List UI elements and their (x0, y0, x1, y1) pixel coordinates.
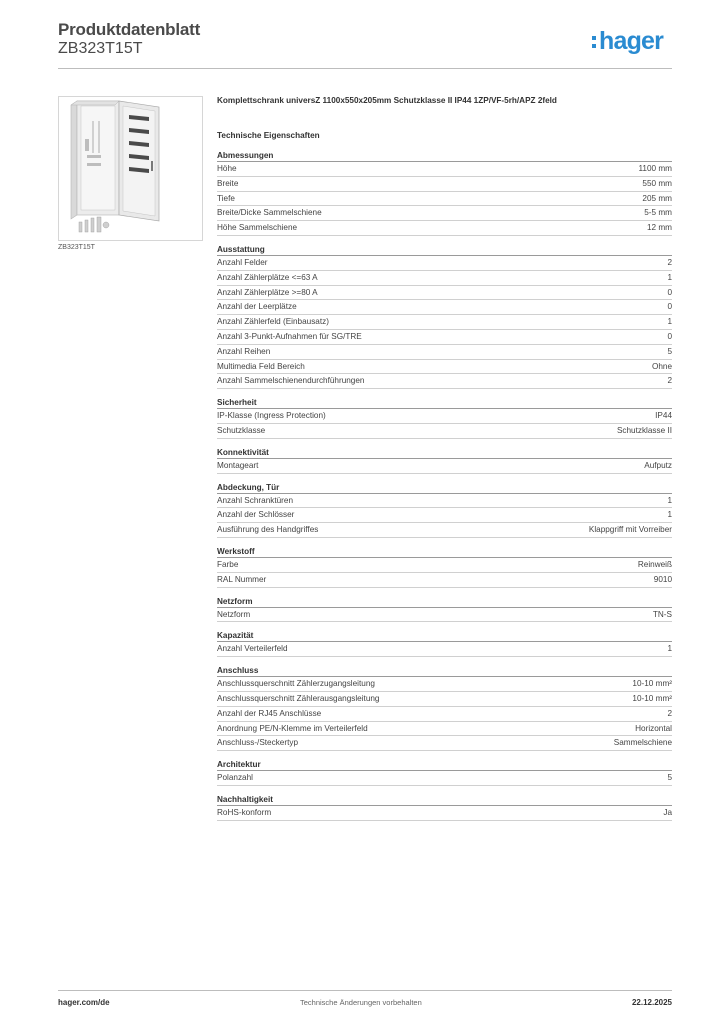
spec-row (217, 162, 672, 177)
footer-divider (58, 990, 672, 991)
spec-label: Farbe (217, 559, 239, 569)
spec-value: 5 (667, 773, 672, 783)
spec-value: 1 (667, 317, 672, 327)
spec-row (217, 409, 672, 424)
image-caption: ZB323T15T (58, 244, 95, 251)
spec-label: RAL Nummer (217, 574, 267, 584)
spec-value: 1100 mm (638, 164, 672, 173)
spec-section (217, 630, 672, 657)
spec-section (217, 447, 672, 474)
spec-value: Reinweiß (637, 559, 672, 569)
footer-notice: Technische Änderungen vorbehalten (300, 998, 422, 1007)
spec-label: RoHS-konform (217, 807, 272, 817)
spec-label: Multimedia Feld Bereich (217, 361, 305, 371)
section-title: Kapazität (217, 630, 672, 642)
spec-label: Höhe (217, 164, 237, 173)
spec-row (217, 256, 672, 271)
spec-value: 12 mm (646, 223, 672, 233)
spec-row (217, 424, 672, 439)
spec-row (217, 806, 672, 821)
spec-label: Anzahl Schranktüren (217, 495, 294, 505)
spec-row (217, 221, 672, 236)
spec-label: Anschlussquerschnitt Zählerausgangsleitung (217, 693, 380, 703)
spec-value: 1 (667, 644, 672, 654)
spec-value: 10-10 mm² (632, 679, 672, 689)
spec-value: Klappgriff mit Vorreiber (588, 525, 672, 535)
spec-row (217, 494, 672, 509)
spec-label: Anordnung PE/N-Klemme im Verteilerfeld (217, 723, 368, 733)
spec-content (217, 96, 672, 821)
spec-value: Schutzklasse II (616, 425, 672, 435)
spec-label: Anzahl Zählerplätze >=80 A (217, 287, 318, 297)
section-title: Netzform (217, 596, 672, 608)
spec-label: Netzform (217, 609, 251, 619)
spec-value: 9010 (653, 574, 672, 584)
spec-value: 1 (667, 272, 672, 282)
technical-properties-heading: Technische Eigenschaften (217, 131, 320, 140)
logo-text: hager (599, 27, 664, 55)
spec-section (217, 596, 672, 623)
spec-row (217, 692, 672, 707)
section-title: Ausstattung (217, 244, 672, 256)
section-title: Abmessungen (217, 150, 672, 162)
spec-label: Anzahl der Leerplätze (217, 302, 297, 312)
spec-label: Anschlussquerschnitt Zählerzugangsleitung (217, 679, 375, 689)
spec-label: Tiefe (217, 193, 235, 203)
spec-row (217, 736, 672, 751)
spec-value: IP44 (655, 411, 672, 421)
header-divider (58, 68, 672, 69)
spec-section (217, 759, 672, 786)
product-code: ZB323T15T (58, 40, 143, 57)
spec-label: Anzahl der Schlösser (217, 510, 295, 520)
spec-row (217, 286, 672, 301)
spec-row (217, 608, 672, 623)
spec-label: Anschluss-/Steckertyp (217, 738, 298, 748)
spec-row (217, 523, 672, 538)
spec-value: Aufputz (644, 460, 672, 470)
section-title: Werkstoff (217, 546, 672, 558)
section-title: Architektur (217, 759, 672, 771)
spec-label: Anzahl der RJ45 Anschlüsse (217, 708, 322, 718)
spec-label: Breite (217, 178, 239, 188)
section-title: Sicherheit (217, 397, 672, 409)
spec-label: Anzahl Sammelschienendurchführungen (217, 376, 365, 386)
spec-value: 2 (667, 708, 672, 718)
spec-value: 550 mm (642, 178, 672, 188)
spec-section (217, 794, 672, 821)
spec-value: 0 (667, 302, 672, 312)
spec-section (217, 482, 672, 538)
spec-label: Höhe Sammelschiene (217, 223, 298, 233)
spec-value: 205 mm (642, 193, 672, 203)
spec-row (217, 206, 672, 221)
spec-row (217, 707, 672, 722)
spec-value: 1 (667, 495, 672, 505)
spec-value: 5 (667, 346, 672, 356)
spec-label: Ausführung des Handgriffes (217, 525, 319, 535)
spec-section (217, 150, 672, 236)
spec-label: Anzahl Felder (217, 257, 268, 267)
hager-logo (592, 27, 663, 55)
spec-section (217, 397, 672, 439)
spec-label: Anzahl Verteilerfeld (217, 644, 288, 654)
spec-value: Sammelschiene (613, 738, 672, 748)
spec-label: Anzahl Reihen (217, 346, 271, 356)
spec-value: 1 (667, 510, 672, 520)
spec-section (217, 546, 672, 588)
spec-value: 2 (667, 376, 672, 386)
page-title: Produktdatenblatt (58, 20, 201, 39)
spec-label: Schutzklasse (217, 425, 266, 435)
spec-row (217, 330, 672, 345)
section-title: Abdeckung, Tür (217, 482, 672, 494)
spec-row (217, 192, 672, 207)
spec-row (217, 508, 672, 523)
spec-label: Montageart (217, 460, 259, 470)
spec-row (217, 677, 672, 692)
spec-label: Anzahl Zählerplätze <=63 A (217, 272, 318, 282)
spec-sections (217, 150, 672, 821)
spec-row (217, 360, 672, 375)
spec-label: Anzahl Zählerfeld (Einbausatz) (217, 317, 329, 327)
section-title: Konnektivität (217, 447, 672, 459)
spec-row (217, 642, 672, 657)
spec-row (217, 573, 672, 588)
spec-row (217, 315, 672, 330)
spec-row (217, 374, 672, 389)
spec-label: IP-Klasse (Ingress Protection) (217, 411, 326, 421)
spec-section (217, 244, 672, 389)
spec-value: Horizontal (635, 723, 672, 733)
spec-row (217, 459, 672, 474)
spec-row (217, 177, 672, 192)
spec-label: Breite/Dicke Sammelschiene (217, 208, 322, 218)
spec-row (217, 300, 672, 315)
spec-value: 0 (667, 287, 672, 297)
spec-row (217, 722, 672, 737)
spec-row (217, 771, 672, 786)
spec-value: Ja (663, 807, 672, 817)
section-title: Nachhaltigkeit (217, 794, 672, 806)
spec-label: Anzahl 3-Punkt-Aufnahmen für SG/TRE (217, 331, 362, 341)
spec-value: TN-S (652, 609, 672, 619)
spec-value: 2 (667, 257, 672, 267)
spec-value: Ohne (651, 361, 672, 371)
footer-website: hager.com/de (58, 998, 110, 1007)
spec-value: 10-10 mm² (632, 693, 672, 703)
spec-value: 5-5 mm (644, 208, 672, 218)
spec-label: Polanzahl (217, 773, 253, 783)
product-description: Komplettschrank universZ 1100x550x205mm Schutzklasse II IP44 1ZP/VF-5rh/APZ 2feld (217, 96, 557, 105)
spec-section (217, 665, 672, 751)
spec-row (217, 345, 672, 360)
spec-row (217, 271, 672, 286)
enclosure-illustration-icon (59, 97, 202, 240)
spec-value: 0 (667, 331, 672, 341)
product-image (58, 96, 203, 241)
footer-date: 22.12.2025 (631, 998, 672, 1007)
logo-dots-icon (592, 31, 598, 51)
section-title: Anschluss (217, 665, 672, 677)
spec-row (217, 558, 672, 573)
